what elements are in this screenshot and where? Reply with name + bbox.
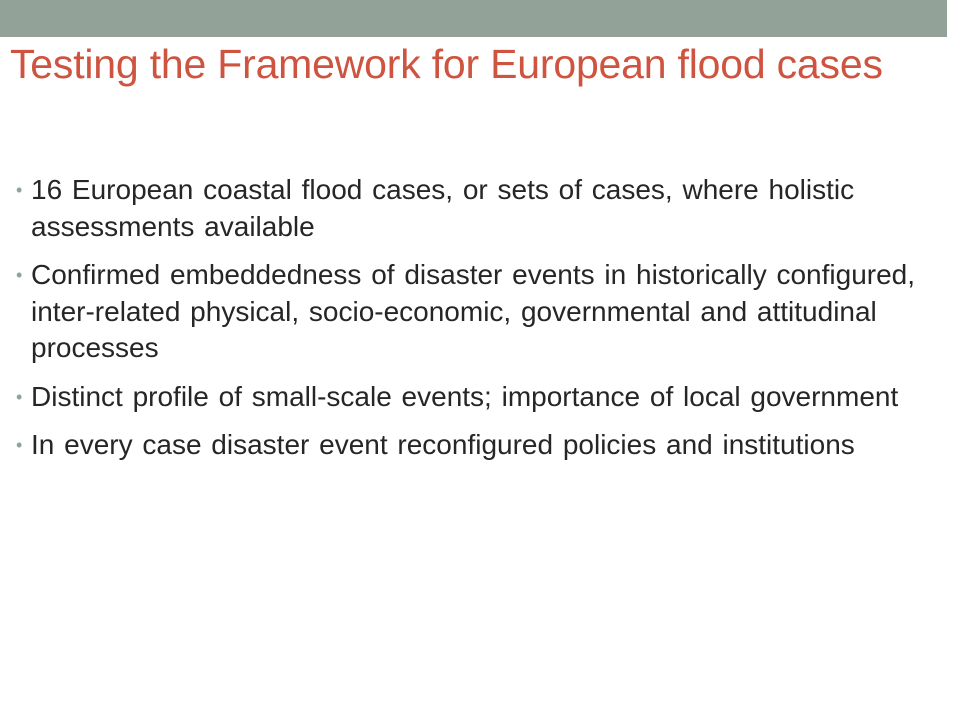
bullet-dot-icon: • [16,265,23,285]
bullet-dot-icon: • [16,180,23,200]
bullet-item [16,257,936,367]
top-accent-bar [0,0,947,37]
bullet-dot-icon: • [16,435,23,455]
bullet-item [16,427,936,464]
bullet-item [16,379,936,416]
bullet-text: Distinct profile of small-scale events; importance of local government [31,380,899,412]
bullet-item [16,172,936,245]
bullet-text: 16 European coastal flood cases, or sets of cases, where holistic assessments available [31,174,855,242]
bullet-dot-icon: • [16,386,23,407]
bullet-text: Confirmed embeddedness of disaster events in historically configured, inter-related physical, socio-economic, governmental and attitudinal processes [31,259,916,363]
slide-title: Testing the Framework for European flood cases [10,41,883,87]
bullet-list [16,172,936,476]
bullet-text: In every case disaster event reconfigured policies and institutions [31,429,855,460]
